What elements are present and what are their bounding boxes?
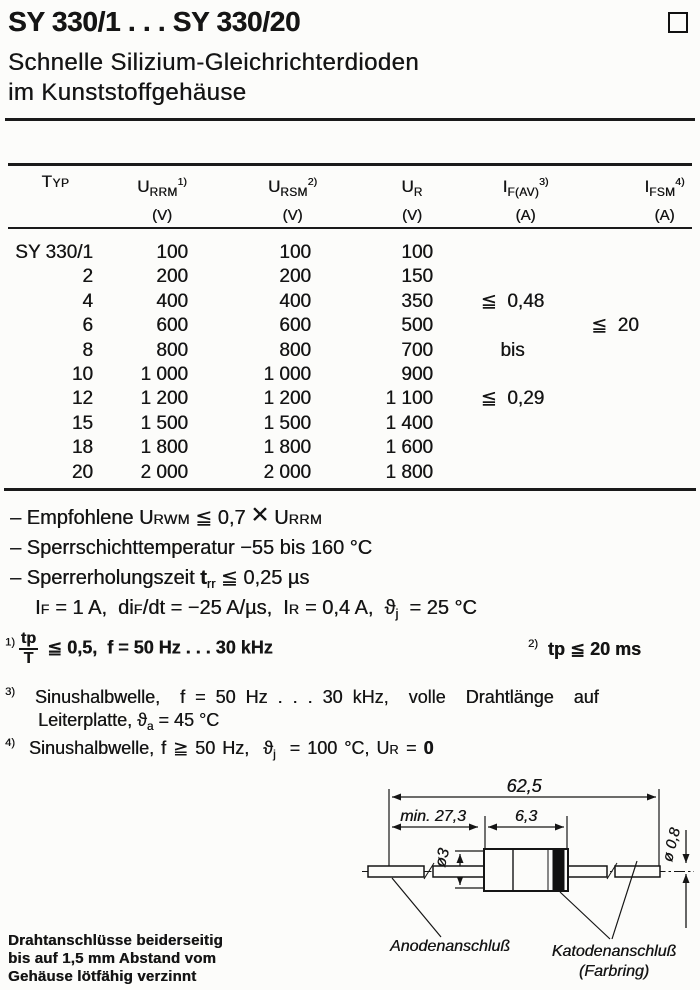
table-cell-ifav: ≦ 0,48 — [480, 290, 545, 312]
diode-body — [484, 849, 568, 891]
text-segment: I — [35, 597, 41, 619]
table-cell-ifsm — [575, 241, 700, 265]
footnote-3-line2 — [38, 710, 219, 733]
cathode-band — [553, 850, 565, 890]
subtitle-line-1: Schnelle Silizium-Gleichrichterdioden — [8, 49, 419, 76]
dim-lead-label: min. 27,3 — [400, 808, 466, 825]
table-cell-typ: 8 — [82, 339, 93, 361]
fraction: $\frac{tp}{T}$ — [20, 630, 37, 667]
leader-cathode-band — [560, 892, 610, 939]
text-segment: RWM — [153, 512, 190, 528]
dim-overall-label: 62,5 — [506, 776, 542, 796]
lead-right-inner — [568, 866, 607, 877]
text-segment: 0 — [423, 738, 434, 758]
table-cell-urrm: 1 800 — [140, 437, 188, 459]
table-cell-ifsm: ≦ 20 — [591, 315, 639, 337]
note-junction-temp — [10, 537, 372, 560]
table-cell-ursm: 2 000 — [263, 461, 311, 483]
page-title: SY 330/1 . . . SY 330/20 — [8, 6, 301, 37]
text-segment: = — [398, 738, 424, 758]
table-cell-ifsm — [575, 363, 700, 387]
table-cell-urrm: 2 000 — [140, 461, 188, 483]
table-cell-urrm: 200 — [156, 266, 188, 288]
table-cell-ursm: 1 000 — [263, 363, 311, 385]
text-segment: R — [288, 602, 300, 618]
table-cell-urrm: 100 — [156, 242, 188, 263]
text-segment: ϑ — [384, 597, 396, 619]
table-cell-ur: 100 — [401, 242, 433, 263]
table-cell-typ: 20 — [71, 461, 93, 483]
table-cell-ursm: 1 200 — [263, 388, 311, 410]
table-cell-ur: 1 600 — [385, 437, 433, 459]
text-segment: j — [395, 606, 399, 621]
table-cell-typ: 2 — [82, 266, 93, 288]
col-header-urrm: $U_{RRM}^{1)}$ (V) — [137, 176, 187, 224]
solderability-line-3: Gehäuse lötfähig verzinnt — [8, 968, 197, 985]
table-cell-ifav — [440, 363, 575, 387]
table-cell-ur: 700 — [401, 339, 433, 361]
footnote-3-line1 — [5, 686, 599, 708]
text-segment: F — [133, 602, 143, 618]
table-cell-ur: 1 800 — [385, 461, 433, 483]
table-cell-ifsm — [575, 339, 700, 363]
table-cell-ursm: 1 500 — [263, 412, 311, 434]
table-cell-ur: 1 400 — [385, 412, 433, 434]
corner-square-icon — [668, 12, 688, 33]
text-segment: = 45 °C — [153, 710, 220, 730]
table-cell-ifsm — [575, 387, 700, 411]
text-segment: F — [40, 602, 50, 618]
table-cell-typ: 4 — [82, 290, 93, 312]
table-cell-ifav — [440, 412, 575, 436]
col-header-typ: Typ — [41, 172, 70, 191]
dim-wire-dia-label: ø 0,8 — [659, 826, 685, 864]
text-segment: Sinushalbwelle, f = 50 Hz . . . 30 kHz, volle Drahtlänge auf — [14, 687, 599, 707]
table-cell-ifav — [440, 241, 575, 265]
table-cell-ur: 900 — [401, 363, 433, 385]
text-segment: ϑ — [263, 738, 273, 758]
table-cell-typ: 12 — [71, 388, 93, 410]
text-segment: – Sperrschichttemperatur −55 bis 160 °C — [10, 537, 373, 559]
table-cell-urrm: 1 500 — [140, 412, 188, 434]
col-header-ur: $U_R$ (V) — [401, 177, 423, 224]
text-segment: = 0,4 A, — [299, 597, 385, 619]
solderability-line-2: bis auf 1,5 mm Abstand vom — [8, 950, 217, 967]
dim-body-dia-label: ø3 — [432, 846, 454, 870]
table-cell-ifav — [440, 461, 575, 485]
col-header-ursm: $U_{RSM}^{2)}$ (V) — [268, 176, 317, 224]
text-segment: a — [146, 720, 154, 733]
subtitle-rule — [5, 118, 695, 121]
solderability-line-1: Drahtanschlüsse beiderseitig — [8, 932, 223, 949]
table-cell-ifsm — [575, 412, 700, 436]
table-cell-ifsm — [575, 265, 700, 289]
table-cell-typ: 10 — [71, 363, 93, 385]
table-cell-ifav: ≦ 0,29 — [480, 388, 545, 410]
text-segment: U — [268, 507, 289, 529]
text-segment: × — [251, 498, 269, 531]
note-urwm — [10, 498, 323, 531]
text-segment: /dt = −25 A/µs, I — [142, 597, 289, 619]
table-cell-ursm: 100 — [279, 242, 311, 263]
text-segment: 3) — [5, 686, 15, 698]
text-segment: ϑ — [137, 710, 147, 730]
leader-anode — [392, 878, 441, 937]
footnote-4 — [5, 737, 433, 761]
table-cell-typ: 18 — [71, 437, 93, 459]
table-cell-ursm: 1 800 — [263, 437, 311, 459]
table-cell-urrm: 600 — [156, 315, 188, 337]
table-cell-ur: 150 — [401, 266, 433, 288]
lead-right-outer — [615, 866, 660, 877]
table-cell-ur: 500 — [401, 315, 433, 337]
table-cell-ur: 1 100 — [385, 388, 433, 410]
text-segment: – Empfohlene U — [10, 507, 154, 529]
solderability-note — [8, 932, 223, 986]
text-segment: RRM — [288, 512, 323, 528]
text-segment: = 25 °C — [398, 597, 477, 619]
table-cell-ursm: 400 — [279, 290, 311, 312]
footnote-2 — [528, 638, 641, 660]
col-header-ifav: $I_{F(AV)}^{3)}$ (A) — [502, 176, 549, 224]
table-header-row — [0, 172, 700, 226]
table-cell-ursm: 800 — [279, 339, 311, 361]
table-cell-typ: 6 — [82, 315, 93, 337]
table-header-rule — [8, 227, 692, 229]
table-bottom-rule — [4, 488, 696, 491]
table-cell-ur: 350 — [401, 290, 433, 312]
table-cell-urrm: 400 — [156, 290, 188, 312]
text-segment: = 1 A, di — [49, 597, 134, 619]
page-subtitle — [8, 48, 419, 108]
lead-left-outer — [368, 866, 424, 877]
table-cell-urrm: 800 — [156, 339, 188, 361]
anode-label: Anodenanschluß — [389, 938, 511, 955]
text-segment: ≦ 0,5, f = 50 Hz . . . 30 kHz — [42, 637, 273, 658]
cathode-note-label: (Farbring) — [578, 963, 650, 980]
package-outline-drawing — [330, 775, 700, 990]
text-segment: = 100 °C, U — [275, 738, 390, 758]
table-cell-urrm: 1 200 — [140, 388, 188, 410]
table-cell-ifsm — [575, 461, 700, 485]
text-segment: ≦ 0,7 — [189, 507, 252, 529]
table-cell-typ: SY 330/1 — [15, 242, 93, 263]
table-cell-ifav — [440, 265, 575, 289]
col-header-ifsm: $I_{FSM}^{4)}$ (A) — [644, 176, 685, 224]
text-segment: tp ≦ 20 ms — [537, 639, 642, 659]
text-segment: rr — [206, 576, 216, 591]
text-segment: 1) — [5, 636, 15, 649]
text-segment: Leiterplatte, — [38, 710, 138, 730]
note-recovery-time — [10, 565, 309, 591]
table-cell-ursm: 600 — [279, 315, 311, 337]
text-segment: ≦ 0,25 µs — [215, 567, 310, 589]
cathode-label: Katodenanschluß — [551, 943, 677, 960]
text-segment: 4) — [5, 737, 15, 749]
ratings-table — [0, 241, 700, 485]
table-cell-ifav — [440, 314, 575, 338]
text-segment: R — [389, 742, 399, 757]
table-cell-ursm: 200 — [279, 266, 311, 288]
text-segment: 2) — [528, 638, 538, 650]
text-segment: j — [272, 748, 276, 761]
text-segment: Sinushalbwelle, f ≧ 50 Hz, — [14, 738, 264, 758]
table-cell-ifsm — [575, 436, 700, 460]
table-cell-ifsm — [575, 290, 700, 314]
text-segment: t — [200, 567, 207, 589]
footnote-1 — [5, 630, 273, 667]
table-cell-ifav: bis — [500, 339, 525, 361]
table-cell-ifav — [440, 436, 575, 460]
subtitle-line-2: im Kunststoffgehäuse — [8, 79, 247, 106]
table-cell-typ: 15 — [71, 412, 93, 434]
table-top-rule — [8, 163, 692, 166]
table-cell-urrm: 1 000 — [140, 363, 188, 385]
text-segment: – Sperrerholungszeit — [10, 567, 201, 589]
note-recovery-conditions — [35, 597, 477, 621]
dim-body-label: 6,3 — [514, 808, 538, 825]
